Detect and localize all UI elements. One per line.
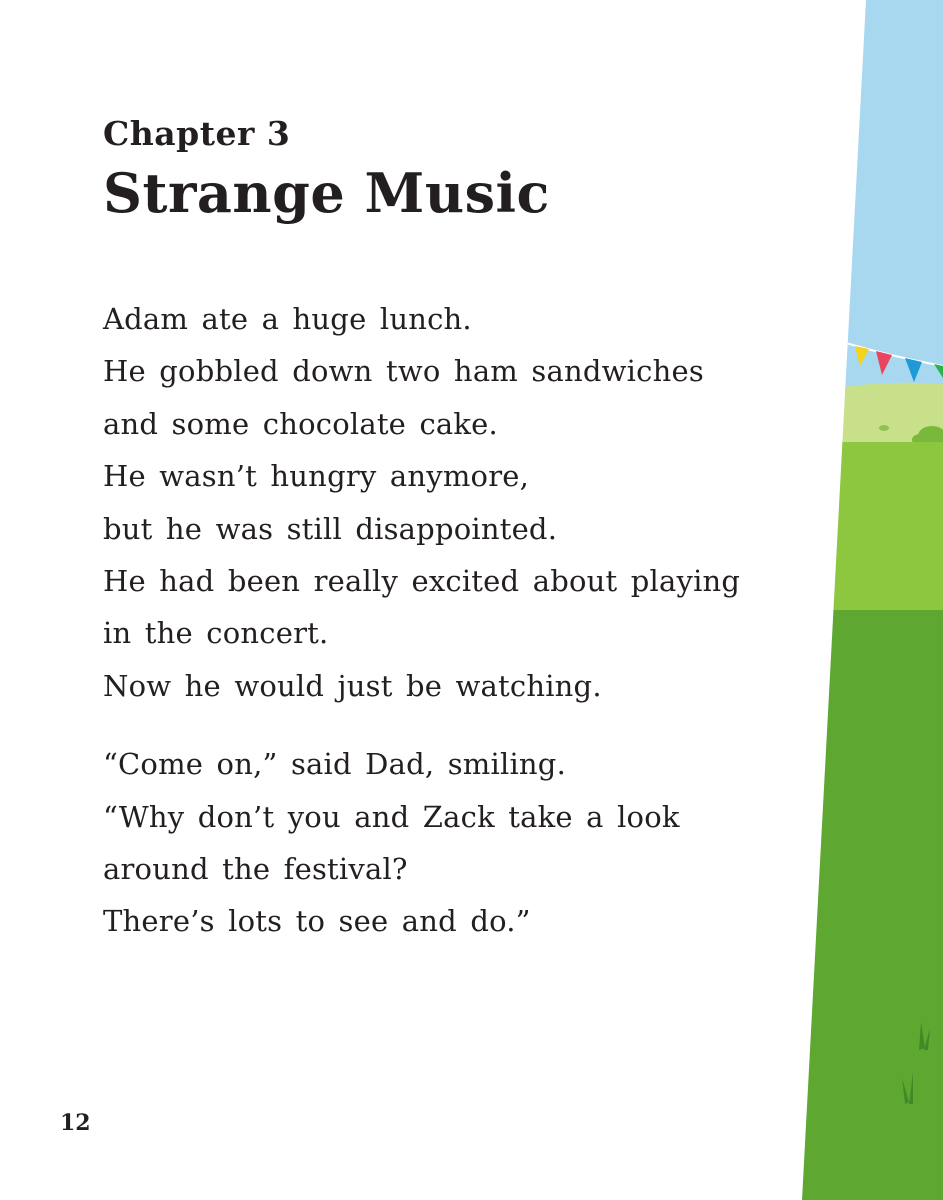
text-line: He wasn’t hungry anymore,	[103, 459, 530, 494]
text-line: There’s lots to see and do.”	[103, 904, 531, 939]
text-line: Adam ate a huge lunch.	[103, 302, 472, 336]
story-text	[103, 293, 803, 948]
field-dark	[780, 610, 943, 1200]
paragraph	[103, 738, 803, 948]
chapter-label: Chapter 3	[103, 114, 291, 153]
text-line: “Why don’t you and Zack take a look	[103, 799, 680, 834]
text-line: in the concert.	[103, 616, 329, 651]
text-line: but he was still disappointed.	[103, 511, 558, 546]
text-line: and some chocolate cake.	[103, 406, 498, 441]
text-line: He had been really excited about playing	[103, 564, 741, 599]
bush	[879, 425, 889, 431]
text-line: Now he would just be watching.	[103, 668, 602, 703]
field-light	[780, 442, 943, 612]
text-line: He gobbled down two ham sandwiches	[103, 354, 704, 389]
chapter-heading	[103, 110, 550, 228]
page-number: 12	[60, 1110, 91, 1136]
chapter-title: Strange Music	[103, 161, 550, 225]
paragraph	[103, 293, 803, 712]
sky	[780, 0, 943, 400]
text-line: “Come on,” said Dad, smiling.	[103, 747, 566, 782]
text-line: around the festival?	[103, 852, 408, 887]
